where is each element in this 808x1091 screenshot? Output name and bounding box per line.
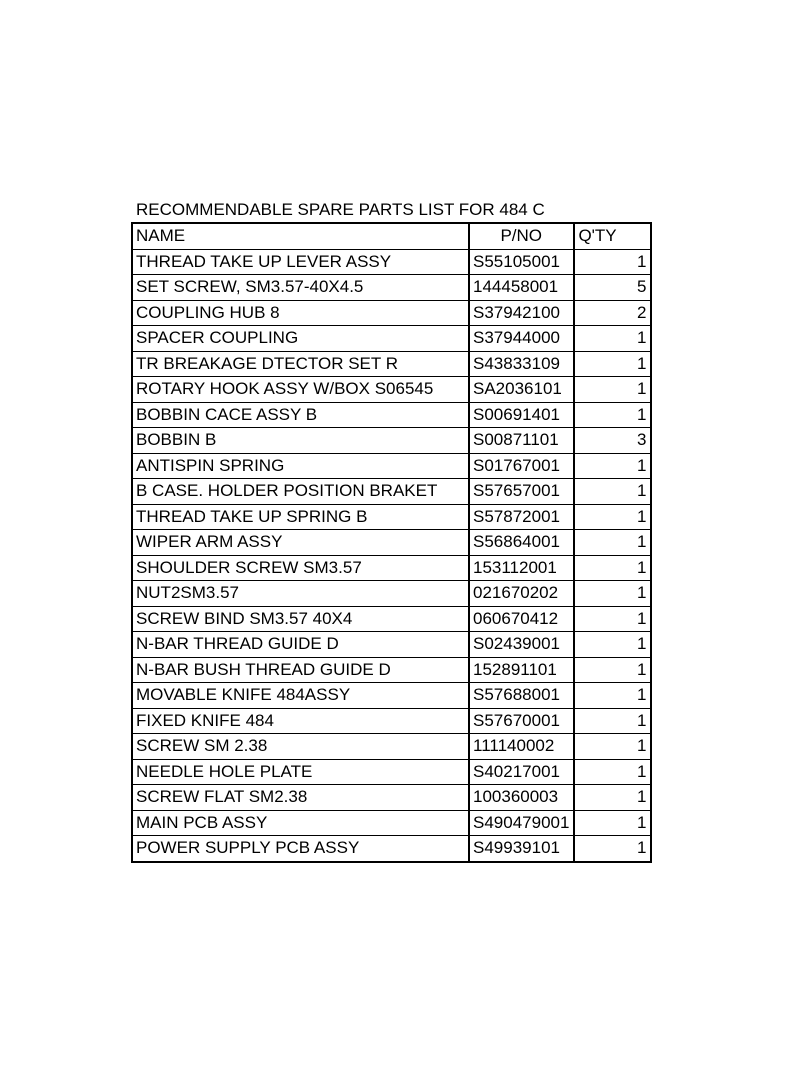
part-name-cell: NEEDLE HOLE PLATE (132, 759, 469, 785)
part-number-cell: 144458001 (469, 275, 574, 301)
table-row (132, 249, 651, 275)
table-row (132, 275, 651, 301)
header-quantity: Q'TY (574, 223, 651, 249)
quantity-cell: 1 (574, 683, 651, 709)
part-name-cell: THREAD TAKE UP SPRING B (132, 504, 469, 530)
part-number-cell: S40217001 (469, 759, 574, 785)
table-row (132, 708, 651, 734)
part-number-cell: S57670001 (469, 708, 574, 734)
quantity-cell: 1 (574, 530, 651, 556)
part-name-cell: BOBBIN CACE ASSY B (132, 402, 469, 428)
part-name-cell: MAIN PCB ASSY (132, 810, 469, 836)
part-number-cell: S55105001 (469, 249, 574, 275)
table-row (132, 657, 651, 683)
quantity-cell: 1 (574, 504, 651, 530)
quantity-cell: 1 (574, 326, 651, 352)
part-name-cell: NUT2SM3.57 (132, 581, 469, 607)
quantity-cell: 1 (574, 351, 651, 377)
part-name-cell: POWER SUPPLY PCB ASSY (132, 836, 469, 862)
header-part-number: P/NO (469, 223, 574, 249)
quantity-cell: 1 (574, 759, 651, 785)
quantity-cell: 1 (574, 453, 651, 479)
part-name-cell: MOVABLE KNIFE 484ASSY (132, 683, 469, 709)
quantity-cell: 1 (574, 734, 651, 760)
table-row (132, 504, 651, 530)
quantity-cell: 1 (574, 377, 651, 403)
part-number-cell: S57657001 (469, 479, 574, 505)
quantity-cell: 1 (574, 402, 651, 428)
part-number-cell: 153112001 (469, 555, 574, 581)
part-number-cell: S00871101 (469, 428, 574, 454)
part-name-cell: FIXED KNIFE 484 (132, 708, 469, 734)
table-row (132, 810, 651, 836)
header-name: NAME (132, 223, 469, 249)
part-number-cell: 111140002 (469, 734, 574, 760)
part-number-cell: S49939101 (469, 836, 574, 862)
table-row (132, 402, 651, 428)
table-row (132, 326, 651, 352)
quantity-cell: 1 (574, 581, 651, 607)
part-number-cell: S01767001 (469, 453, 574, 479)
quantity-cell: 5 (574, 275, 651, 301)
part-name-cell: COUPLING HUB 8 (132, 300, 469, 326)
part-name-cell: B CASE. HOLDER POSITION BRAKET (132, 479, 469, 505)
quantity-cell: 1 (574, 479, 651, 505)
document-title: RECOMMENDABLE SPARE PARTS LIST FOR 484 C (136, 200, 545, 219)
table-row (132, 683, 651, 709)
part-number-cell: 100360003 (469, 785, 574, 811)
table-row (132, 530, 651, 556)
table-row (132, 632, 651, 658)
part-number-cell: S00691401 (469, 402, 574, 428)
table-row (132, 759, 651, 785)
quantity-cell: 2 (574, 300, 651, 326)
part-name-cell: N-BAR THREAD GUIDE D (132, 632, 469, 658)
quantity-cell: 1 (574, 810, 651, 836)
table-row (132, 377, 651, 403)
part-number-cell: S43833109 (469, 351, 574, 377)
part-number-cell: S37942100 (469, 300, 574, 326)
table-row (132, 581, 651, 607)
table-row (132, 555, 651, 581)
part-name-cell: SCREW BIND SM3.57 40X4 (132, 606, 469, 632)
quantity-cell: 1 (574, 632, 651, 658)
part-number-cell: 021670202 (469, 581, 574, 607)
table-row (132, 453, 651, 479)
part-name-cell: SCREW SM 2.38 (132, 734, 469, 760)
table-header-row (132, 223, 651, 249)
spare-parts-table-body (132, 223, 651, 862)
table-row (132, 351, 651, 377)
spare-parts-table (131, 222, 652, 863)
part-name-cell: SCREW FLAT SM2.38 (132, 785, 469, 811)
part-name-cell: SHOULDER SCREW SM3.57 (132, 555, 469, 581)
table-row (132, 734, 651, 760)
part-name-cell: N-BAR BUSH THREAD GUIDE D (132, 657, 469, 683)
part-name-cell: ROTARY HOOK ASSY W/BOX S06545 (132, 377, 469, 403)
part-number-cell: S37944000 (469, 326, 574, 352)
quantity-cell: 1 (574, 836, 651, 862)
quantity-cell: 1 (574, 785, 651, 811)
part-number-cell: 060670412 (469, 606, 574, 632)
part-number-cell: S57872001 (469, 504, 574, 530)
table-row (132, 300, 651, 326)
part-number-cell: S490479001 (469, 810, 574, 836)
table-row (132, 606, 651, 632)
part-number-cell: S02439001 (469, 632, 574, 658)
quantity-cell: 3 (574, 428, 651, 454)
quantity-cell: 1 (574, 249, 651, 275)
part-number-cell: SA2036101 (469, 377, 574, 403)
table-row (132, 428, 651, 454)
part-name-cell: SET SCREW, SM3.57-40X4.5 (132, 275, 469, 301)
part-number-cell: S56864001 (469, 530, 574, 556)
part-name-cell: BOBBIN B (132, 428, 469, 454)
quantity-cell: 1 (574, 555, 651, 581)
table-row (132, 785, 651, 811)
table-row (132, 479, 651, 505)
part-number-cell: 152891101 (469, 657, 574, 683)
part-name-cell: THREAD TAKE UP LEVER ASSY (132, 249, 469, 275)
quantity-cell: 1 (574, 657, 651, 683)
quantity-cell: 1 (574, 606, 651, 632)
part-name-cell: ANTISPIN SPRING (132, 453, 469, 479)
part-name-cell: WIPER ARM ASSY (132, 530, 469, 556)
part-name-cell: SPACER COUPLING (132, 326, 469, 352)
part-number-cell: S57688001 (469, 683, 574, 709)
part-name-cell: TR BREAKAGE DTECTOR SET R (132, 351, 469, 377)
quantity-cell: 1 (574, 708, 651, 734)
table-row (132, 836, 651, 862)
